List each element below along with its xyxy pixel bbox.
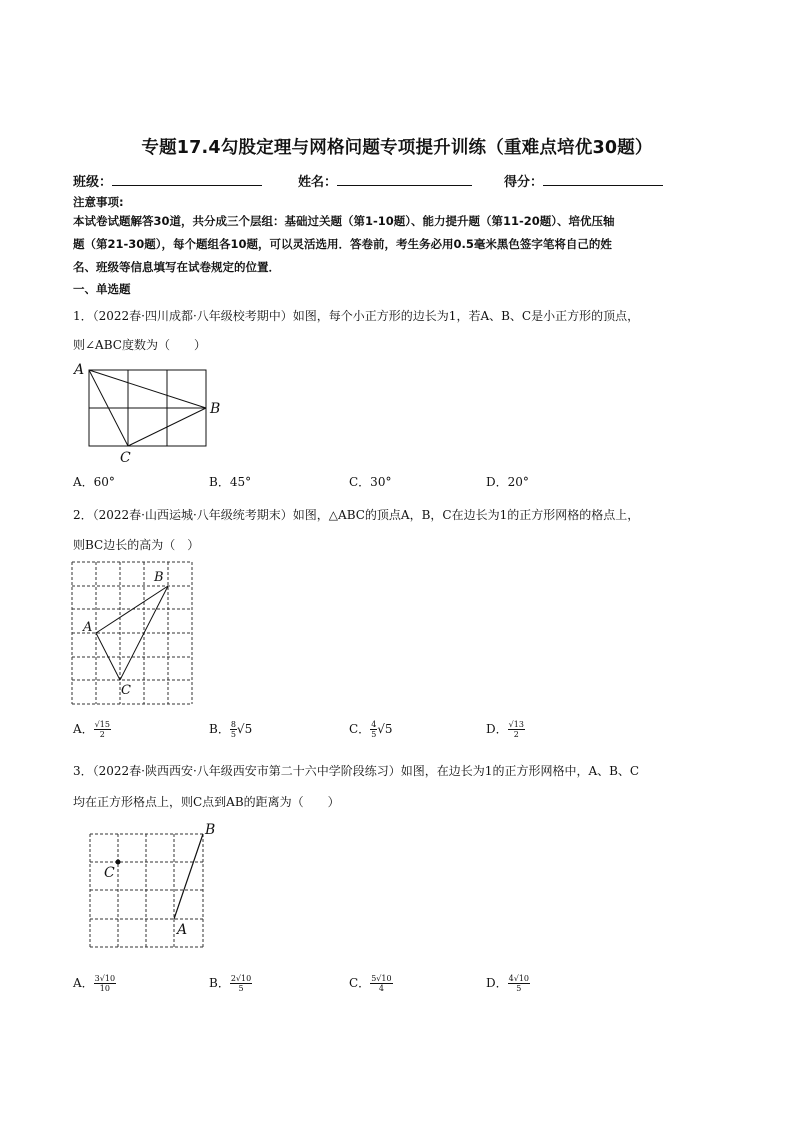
q3-point-c — [116, 860, 121, 865]
q1-label-b: B — [210, 401, 221, 417]
q2-stem-line-1: 2．（2022春·山西运城·八年级统考期末）如图，△ABC的顶点A，B，C在边长为1的正方形网格的格点上， — [73, 508, 640, 522]
section-heading: 一、单选题 — [73, 282, 131, 296]
q3-option-b[interactable]: B． $\frac{2√10}{5}$ — [209, 974, 252, 993]
q1-option-b[interactable]: B．45° — [209, 475, 252, 489]
q3-figure — [80, 820, 225, 948]
q2-option-d-fraction: $\frac{√13}{2}$ — [508, 720, 524, 739]
q2-label-c: C — [121, 683, 131, 698]
q3-option-b-fraction: $\frac{2√10}{5}$ — [230, 974, 252, 993]
q2-option-c[interactable]: C． $\frac{4}{5}$ √5 — [349, 720, 393, 739]
q1-label-a: A — [74, 362, 85, 378]
name-label: 姓名： — [298, 175, 338, 190]
q1-label-c: C — [120, 450, 131, 466]
q3-segment-ab — [174, 834, 203, 919]
name-field — [298, 171, 472, 190]
q3-option-a-fraction: $\frac{3√10}{10}$ — [94, 974, 116, 993]
q1-stem-line-2: 则∠ABC度数为（ ） — [73, 338, 206, 352]
q2-label-a: A — [83, 620, 93, 635]
score-label: 得分： — [504, 175, 544, 190]
q2-option-b-fraction: $\frac{8}{5}$ — [230, 720, 236, 739]
class-field — [73, 171, 262, 190]
notes-line-1: 本试卷试题解答30道，共分成三个层组：基础过关题（第1-10题）、能力提升题（第11-20题）、培优压轴 — [73, 214, 615, 228]
q3-option-c[interactable]: C． $\frac{5√10}{4}$ — [349, 974, 392, 993]
name-blank[interactable] — [337, 173, 472, 186]
q1-stem-line-1: 1．（2022春·四川成都·八年级校考期中）如图，每个小正方形的边长为1，若A、B、C是小正方形的顶点， — [73, 309, 640, 323]
q2-stem-line-2: 则BC边长的高为（ ） — [73, 538, 200, 552]
q3-stem-line-1: 3．（2022春·陕西西安·八年级西安市第二十六中学阶段练习）如图，在边长为1的正方形网格中，A、B、C — [73, 764, 640, 778]
q3-label-b: B — [205, 822, 216, 838]
q2-option-b[interactable]: B． $\frac{8}{5}$ √5 — [209, 720, 253, 739]
q2-option-a[interactable]: A． $\frac{√15}{2}$ — [73, 720, 110, 739]
q3-label-c: C — [104, 865, 115, 881]
class-label: 班级： — [73, 175, 113, 190]
q1-segment-ab — [89, 370, 206, 408]
notes-heading: 注意事项: — [73, 195, 124, 209]
score-field — [504, 171, 663, 190]
q3-option-d-fraction: $\frac{4√10}{5}$ — [508, 974, 529, 993]
q1-figure — [70, 360, 230, 468]
q3-stem-line-2: 均在正方形格点上，则C点到AB的距离为（ ） — [73, 795, 340, 809]
q2-figure — [70, 559, 196, 707]
q3-option-c-fraction: $\frac{5√10}{4}$ — [371, 974, 392, 993]
q1-option-c[interactable]: C．30° — [349, 475, 392, 489]
q1-option-a[interactable]: A．60° — [73, 475, 115, 489]
q2-option-c-fraction: $\frac{4}{5}$ — [371, 720, 377, 739]
q3-option-d[interactable]: D． $\frac{4√10}{5}$ — [486, 974, 529, 993]
q3-option-a[interactable]: A． $\frac{3√10}{10}$ — [73, 974, 116, 993]
score-blank[interactable] — [543, 173, 663, 186]
q2-label-b: B — [154, 570, 164, 585]
class-blank[interactable] — [112, 173, 262, 186]
page-title: 专题17.4勾股定理与网格问题专项提升训练（重难点培优30题） — [141, 138, 653, 158]
q2-option-a-fraction: $\frac{√15}{2}$ — [94, 720, 110, 739]
notes-line-2: 题（第21-30题），每个题组各10题，可以灵活选用．答卷前，考生务必用0.5毫米黑色签字笔将自己的姓 — [73, 237, 612, 251]
q2-option-d[interactable]: D． $\frac{√13}{2}$ — [486, 720, 524, 739]
notes-line-3: 名、班级等信息填写在试卷规定的位置． — [73, 260, 280, 274]
q1-option-d[interactable]: D．20° — [486, 475, 529, 489]
q3-label-a: A — [177, 922, 188, 938]
